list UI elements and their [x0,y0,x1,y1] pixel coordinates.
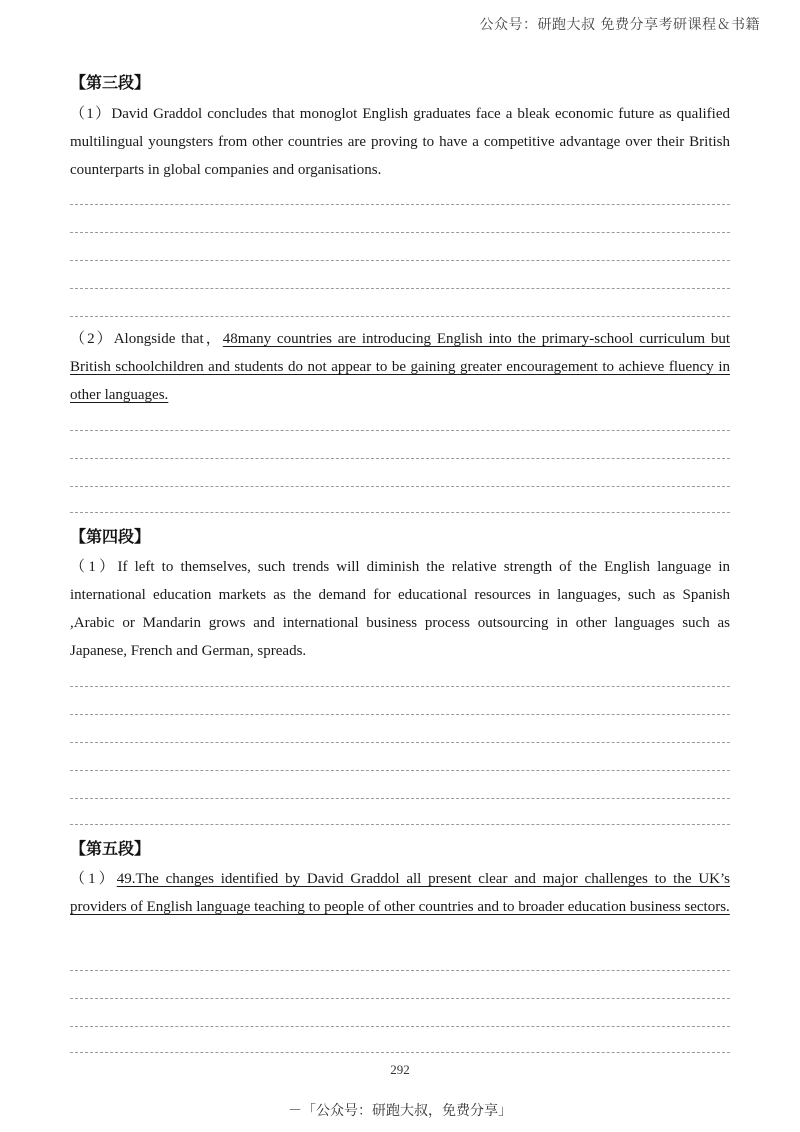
underlined-sentence-49: 49.The changes identified by David Graddol all present clear and major challenges to the UK’s providers of English language teaching to people of other countries and to broader education business sectors. [70,871,730,915]
answer-line [70,260,730,261]
page-number: 292 [390,1062,410,1077]
answer-line [70,512,730,513]
answer-line [70,742,730,743]
answer-line [70,204,730,205]
paragraph-4-1 [70,553,730,665]
answer-line [70,430,730,431]
underlined-sentence-48: 48many countries are introducing English into the primary-school curriculum but British schoolchildren and students do not appear to be gaining greater encouragement to achieve fluency in other languages. [70,331,730,403]
paragraph-label: （2） [70,331,114,347]
answer-line [70,458,730,459]
answer-line [70,232,730,233]
answer-line [70,316,730,317]
answer-line [70,288,730,289]
header-watermark-note: 公众号：研跑大叔 免费分享考研课程＆书籍 [479,17,760,33]
paragraph-label: （1） [70,106,112,122]
paragraph-3-2 [70,325,730,409]
answer-line [70,970,730,971]
paragraph-text: Alongside that， [113,331,223,347]
paragraph-label: （1） [70,559,118,575]
answer-line [70,686,730,687]
footer-watermark-note: －「公众号：研跑大叔，免费分享」 [288,1103,512,1119]
answer-line [70,1026,730,1027]
section-heading-5: 【第五段】 [70,839,151,858]
section-heading-3: 【第三段】 [70,73,151,92]
paragraph-label: （1） [70,871,117,887]
answer-line [70,998,730,999]
answer-line [70,714,730,715]
section-heading-4: 【第四段】 [70,527,151,546]
paragraph-5-1 [70,865,730,921]
paragraph-text: David Graddol concludes that monoglot English graduates face a bleak economic future as qualified multilingual youngsters from other countries are proving to have a competitive advantage over their British counterparts in global companies and organisations. [70,106,730,178]
answer-line [70,1052,730,1053]
answer-line [70,798,730,799]
answer-line [70,824,730,825]
paragraph-3-1 [70,100,730,184]
answer-line [70,770,730,771]
answer-line [70,486,730,487]
paragraph-text: If left to themselves, such trends will diminish the relative strength of the English language in international education markets as the demand for educational resources in languages, such as Spanish ,Arabic or Mandarin grows and international business process outsourcing in other languages such as Japanese, French and German, spreads. [70,559,730,659]
